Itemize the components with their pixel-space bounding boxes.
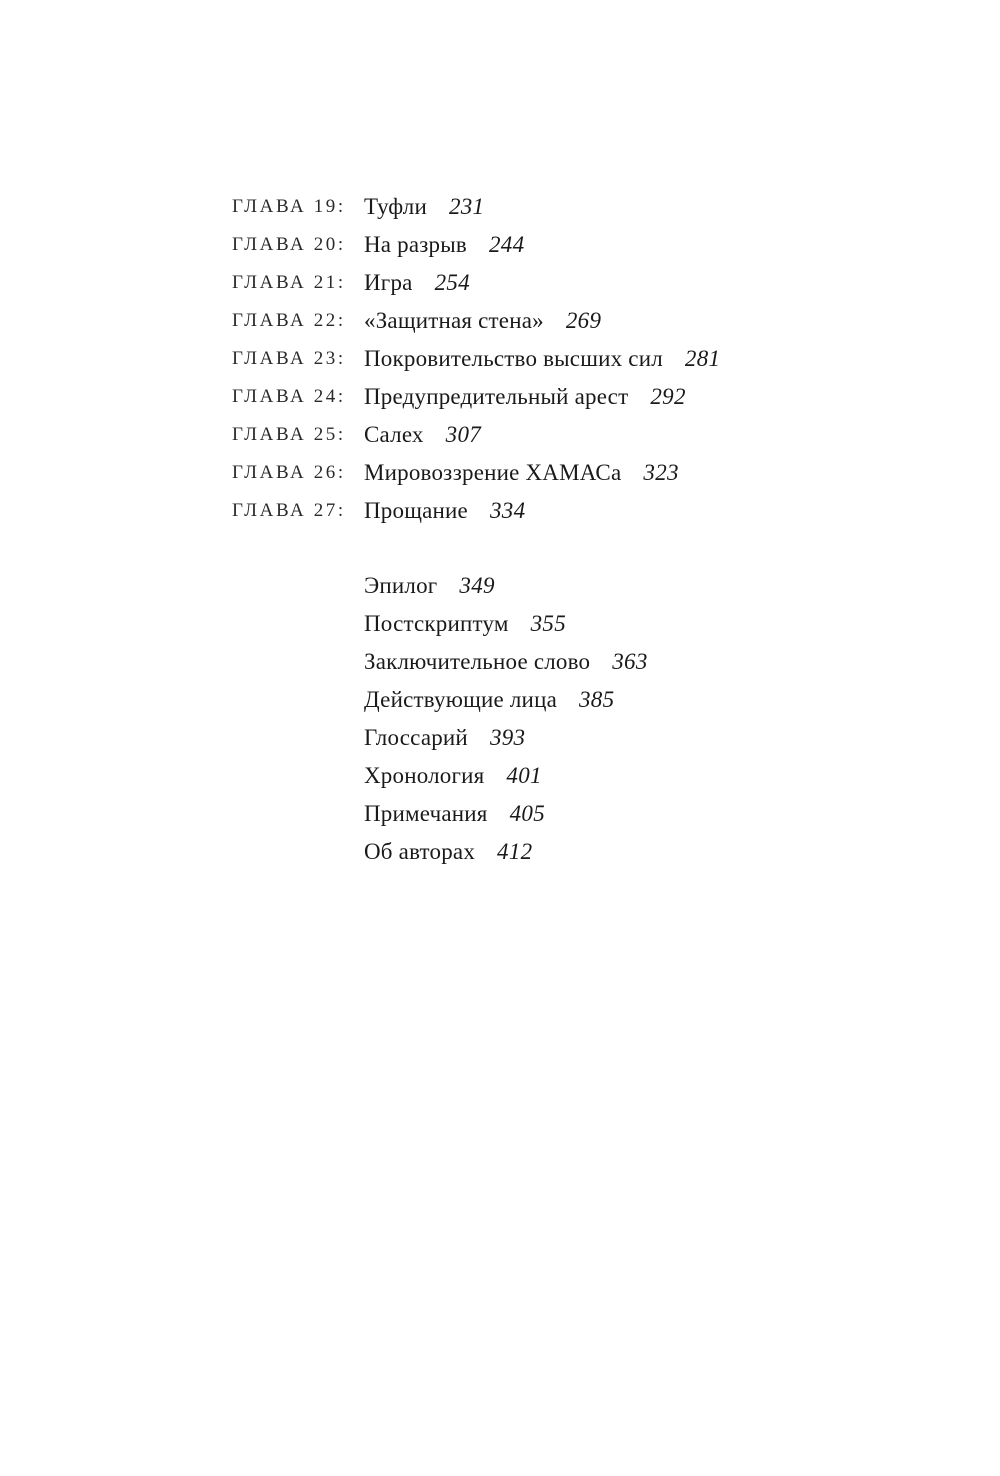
page-number: 401: [506, 763, 542, 788]
page-number: 355: [530, 611, 567, 636]
toc-entry: [364, 681, 614, 719]
toc-entry: [364, 605, 566, 643]
chapter-title: Салех: [364, 422, 424, 447]
chapter-label: ГЛАВА 25:: [232, 424, 346, 445]
page-number: 292: [650, 384, 686, 409]
toc-entry: [364, 833, 532, 871]
chapter-title: Предупредительный арест: [364, 384, 629, 409]
page-number: 323: [643, 460, 679, 485]
chapter-title: Покровительство высших сил: [364, 346, 663, 371]
toc-row-chapter-26: [0, 454, 1000, 492]
chapter-label: ГЛАВА 27:: [232, 500, 346, 521]
chapter-title: Игра: [364, 270, 413, 295]
page-number: 307: [445, 422, 482, 447]
toc-row-about-authors: [0, 833, 1000, 871]
toc-entry: [364, 264, 470, 302]
toc-row-chapter-22: [0, 302, 1000, 340]
toc-row-chronology: [0, 757, 1000, 795]
toc-entry: [364, 795, 545, 833]
chapter-label: ГЛАВА 20:: [232, 234, 346, 255]
chapter-title: «Защитная стена»: [364, 308, 544, 333]
toc-row-chapter-20: [0, 226, 1000, 264]
toc-entry: [364, 492, 525, 530]
chapter-title: Прощание: [364, 498, 468, 523]
page-number: 405: [509, 801, 545, 826]
toc-row-epilogue: [0, 567, 1000, 605]
chapter-label: ГЛАВА 21:: [232, 272, 346, 293]
entry-title: Хронология: [364, 763, 485, 788]
page-number: 254: [434, 270, 470, 295]
toc-row-notes: [0, 795, 1000, 833]
entry-title: Действующие лица: [364, 687, 557, 712]
page-number: 269: [565, 308, 602, 333]
page-number: 412: [497, 839, 533, 864]
toc-row-chapter-19: [0, 188, 1000, 226]
entry-title: Постскриптум: [364, 611, 509, 636]
chapter-label: ГЛАВА 23:: [232, 348, 346, 369]
toc-row-postscript: [0, 605, 1000, 643]
toc-row-closing-word: [0, 643, 1000, 681]
entry-title: Заключительное слово: [364, 649, 591, 674]
toc-row-chapter-21: [0, 264, 1000, 302]
toc-row-chapter-27: [0, 492, 1000, 530]
toc-entry: [364, 188, 484, 226]
chapter-label: ГЛАВА 22:: [232, 310, 346, 331]
toc-row-chapter-25: [0, 416, 1000, 454]
entry-title: Примечания: [364, 801, 488, 826]
chapter-title: Мировоззрение ХАМАСа: [364, 460, 622, 485]
chapter-label: ГЛАВА 26:: [232, 462, 346, 483]
toc-entry: [364, 340, 720, 378]
toc-entry: [364, 378, 686, 416]
entry-title: Эпилог: [364, 573, 438, 598]
page-number: 244: [488, 232, 525, 257]
toc-row-glossary: [0, 719, 1000, 757]
page-number: 393: [489, 725, 526, 750]
page-number: 385: [578, 687, 615, 712]
toc-entry: [364, 719, 525, 757]
toc-entry: [364, 416, 481, 454]
chapter-title: На разрыв: [364, 232, 467, 257]
toc-entry: [364, 567, 495, 605]
page-number: 281: [684, 346, 721, 371]
chapter-label: ГЛАВА 24:: [232, 386, 346, 407]
toc-row-characters: [0, 681, 1000, 719]
page-number: 349: [459, 573, 495, 598]
entry-title: Об авторах: [364, 839, 476, 864]
entry-title: Глоссарий: [364, 725, 468, 750]
page-number: 231: [448, 194, 485, 219]
chapter-title: Туфли: [364, 194, 427, 219]
page-number: 363: [612, 649, 648, 674]
chapter-label: ГЛАВА 19:: [232, 196, 346, 217]
toc-entry: [364, 302, 601, 340]
page-number: 334: [489, 498, 526, 523]
toc-entry: [364, 226, 524, 264]
toc-entry: [364, 757, 542, 795]
toc-entry: [364, 454, 679, 492]
toc-row-chapter-24: [0, 378, 1000, 416]
toc-row-chapter-23: [0, 340, 1000, 378]
toc-entry: [364, 643, 648, 681]
